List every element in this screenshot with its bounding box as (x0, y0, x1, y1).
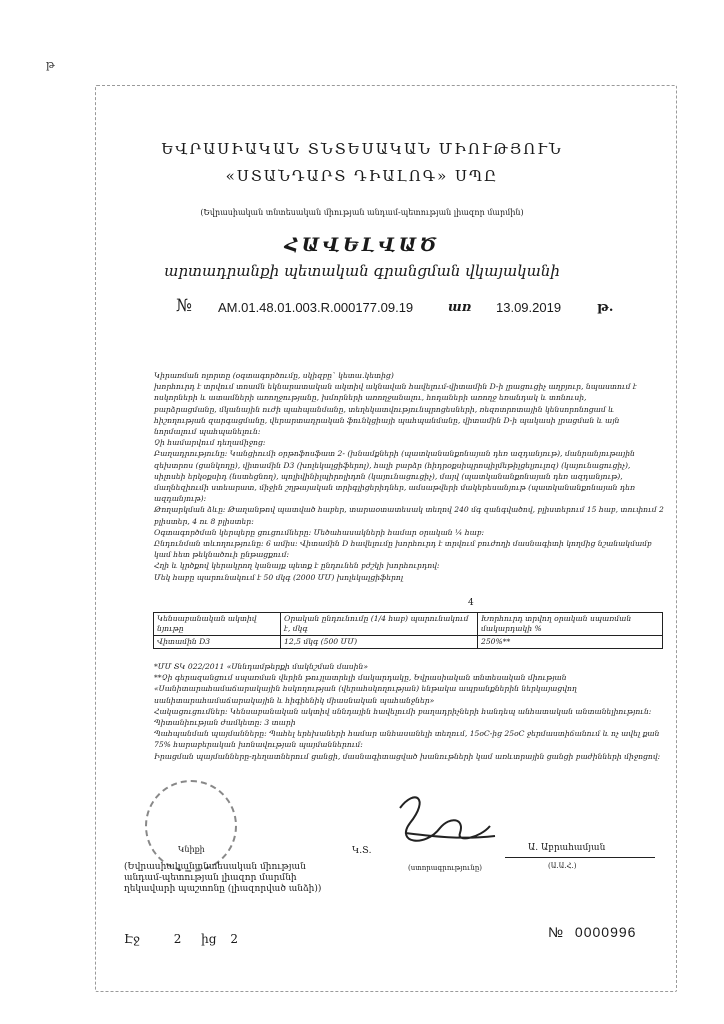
body-paragraph: Մեկ հաբը պարունակում է 50 մկգ (2000 ՄՄ) խոլեկալցիֆերոլ (154, 572, 404, 582)
year-suffix: թ. (597, 300, 614, 315)
table-header-cell: Օրական ընդունումը (1/4 հաբ) պարունակում է, մկգ (281, 613, 478, 636)
body-paragraph: Օգտագործման կերպերը ցուցումները: Մեծահասակների համար օրական ¼ հաբ: (154, 527, 485, 537)
body-paragraph: Բաղադրությունը: Կանցիումի օրթոֆոսֆատ 2- (խնամքների (պատկանանքոնայան դեռ ազդանյութ), մանրանյութային զեխտրոս (ցանկողը), վիտամին D3 (խոլեկալցիֆերոլ), հալի բարձր (հիդրօքսիպրոպիլմեթիլցելյուլոզ) (կայունացուցիչ), սիլոսեի երկօքսիդ (նստեցնող), պոլիվինիլպիրոլիդոն (կայունացուցիչ), մայվ (պատկանանքոնայան դեռ ազդանյութ), մաղնեզիումի ստեարատ, միջին շղթայական տրիգլիցերիդներ, ամսաթվերի մակերեսանյութ (պատկանանքոնայան դեռ ազդանյութ): (154, 449, 635, 504)
number-sign: № (176, 296, 193, 316)
signature-image (370, 788, 500, 858)
authority-caption: (Եվրասիականտնտեսական միության անդամ-պետության լիազոր մարմնի ղեկավարի պաշտոնը (լիազորված անձի)) (124, 862, 322, 894)
organization-name: «ՍՏԱՆԴԱՐՏ ԴԻԱԼՈԳ» ՍՊԸ (225, 167, 499, 185)
body-paragraph: Ընդունման տևողությունը: 6 ամիս: Վիտամին D հավելումը խորհուրդ է տրվում բուժողի մասնագիտի կողմից նշանակմամբ կամ հետ թեկնածուի ընթացքում: (154, 539, 652, 560)
document-subtitle: արտադրանքի պետական գրանցման վկայականի (164, 262, 560, 280)
serial-value: 0000996 (574, 924, 637, 940)
stamp-place-label: Կ.Տ. (352, 846, 372, 856)
serial-number (548, 924, 636, 940)
note-paragraph: Պահպանման պայմանները: Պահել երեխաների համար անհասանելի տեղում, 15oC-ից 25oC ջերմաստիճանում և ոչ ավել քան 75% հարաբերական խոնավության պայմաններում: (154, 729, 660, 750)
signer-initials: (Ա.Ա.Հ.) (548, 862, 577, 870)
organization-note: (Եվրասիական տնտեսական միության անդամ-պետության լիազոր մարմին) (200, 208, 524, 217)
body-text (154, 370, 664, 583)
note-paragraph: Պիտանիության ժամկետը: 3 տարի (154, 718, 296, 728)
note-paragraph: *ՄՄ ՏԿ 022/2011 «Սննդամթերքի մակնշման մասին» (154, 662, 368, 671)
table-row (154, 636, 663, 649)
table-header-cell: Խորհուրդ տրվող օրական սպառման մակարդակի % (478, 613, 663, 636)
body-paragraph: բարձրացմանը, մկանային ուժի պահպանմանը, տեղեկատվությունպրոցեսների, ռեզոտրոտային կենսորոնոցամ և հիշողության զարգացմանը, վերարտադրական ֆունկցիայի պահպանմանը, վիտամին D-ի պակասի լրացման և այն նորմալում պահպանելուն: (154, 404, 620, 437)
page-total: 2 (230, 932, 238, 946)
page-number: 2 (173, 932, 182, 946)
organization-union: ԵՎՐԱՍԻԱԿԱՆ ՏՆՏԵՍԱԿԱՆ ՄԻՈՒԹՅՈՒՆ (161, 140, 563, 158)
table-cell: 250%** (478, 636, 663, 649)
note-paragraph: **Չի գերազանցում սպառման վերին թույլատրելի մակարդակը, Եվրասիական տնտեսական միության «Սանիտարահամաճարակային հսկողության (վերահսկողության) ենթակա ապրանքներին ներկայացվող սանիտարահամաճարակային և հիգիենիկ միասնական պահանջներ» (154, 673, 577, 705)
serial-sign: № (548, 924, 565, 940)
table-note: 4 (468, 598, 474, 608)
note-paragraph: Հակացուցումներ: Կենսաբանական ակտիվ սննդային հավելումի բաղադրիչների հանդեպ անհատական անտանելիություն: (154, 706, 652, 716)
note-paragraph: Իրացման պայմանները-դեղատներում ցանցի, մասնագիտացված խանութների կամ առևտրային ցանցի բաժինների միջոցով: (154, 751, 661, 761)
registration-number: AM.01.48.01.003.R.000177.09.19 (218, 300, 414, 315)
composition-table (153, 612, 663, 649)
page-label: Էջ (124, 932, 140, 946)
table-cell: Վիտամին D3 (154, 636, 281, 649)
body-paragraph: Չի համարվում դեղամիջոց: (154, 438, 266, 448)
table-cell: 12,5 մկգ (500 ՄՄ) (281, 636, 478, 649)
body-paragraph: Հղի և կրծքով կերակրող կանայք պետք է ընդունեն բժշկի խորհուրդով: (154, 561, 440, 571)
signer-line (505, 857, 655, 858)
table-header-row (154, 613, 663, 636)
body-paragraph: Թողարկման ձևը: Թաղանթով պատված հաբեր, տարաօտատեսակ տեղով 240 մգ զանգվածով, բլիստերում 15 հաբ, տուփում 2 բլիստեր, 4 ու 8 բլիստեր: (154, 505, 664, 526)
table-header-cell: Կենսաբանական ակտիվ նյութը (154, 613, 281, 636)
from-label: առ (448, 300, 472, 315)
of-label: ից (201, 932, 217, 946)
issue-date: 13.09.2019 (496, 300, 562, 315)
body-paragraph: Կիրառման ոլորտը (օգտագործումը, սկիզբը` կետա․կետից) (154, 371, 394, 380)
signer-name: Ա. Աբրահամյան (528, 843, 606, 853)
official-seal (145, 780, 237, 872)
additional-notes (154, 661, 664, 762)
body-paragraph: խորհուրդ է տրվում տոամն եկնարատական ակտիվ ակնավան հավելում-վիտամին D-ի լրացուցիչ աղբյուր, նպաստում է ոսկորների և ատամների առողջությանը, խմորների առողջանալու, հոդաների առողջ եռանդակ և տոնուսի, (154, 382, 637, 403)
page-count (124, 932, 238, 946)
document-title: ՀԱՎԵԼՎԱԾ (284, 234, 440, 256)
signature-caption: (ստորագրությունը) (408, 864, 482, 872)
seal-label: Կնիքի (178, 845, 205, 854)
corner-mark: թ (46, 58, 55, 71)
